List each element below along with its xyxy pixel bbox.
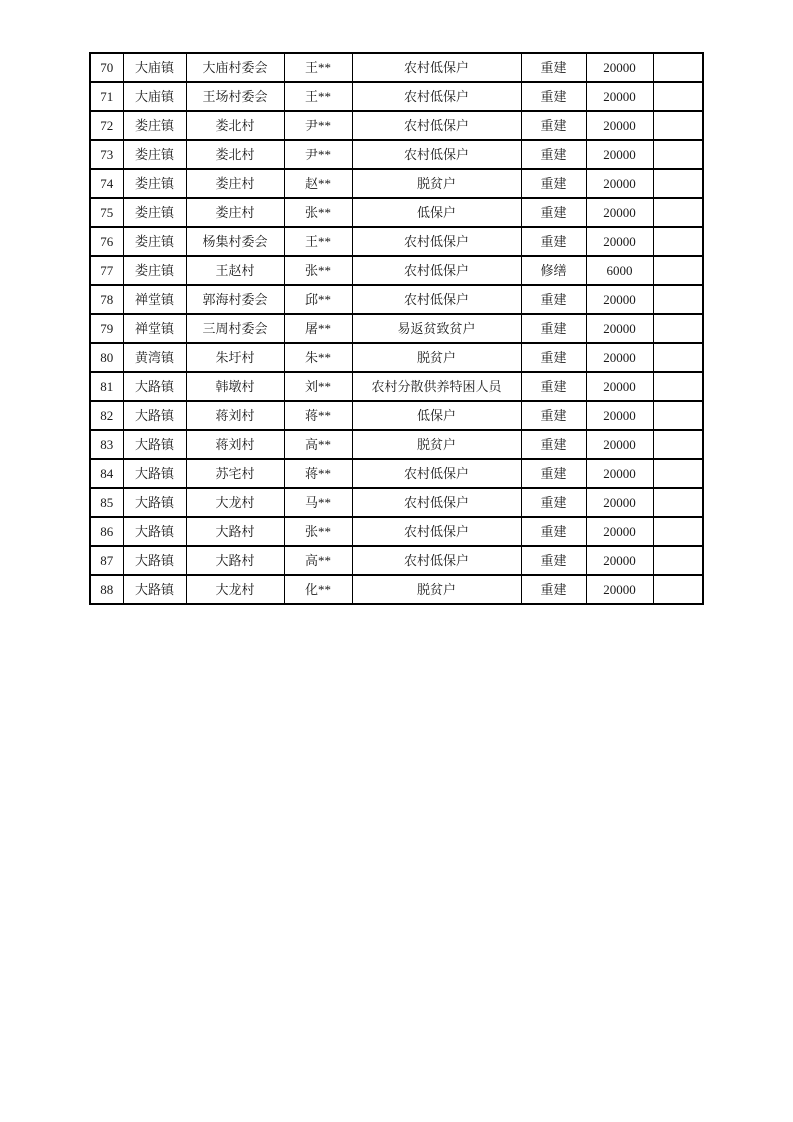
cell-note xyxy=(653,488,703,517)
table-row xyxy=(90,575,703,604)
cell-town: 黄湾镇 xyxy=(123,343,186,372)
cell-person-name: 张** xyxy=(284,517,352,546)
cell-note xyxy=(653,430,703,459)
cell-village: 娄庄村 xyxy=(186,198,284,227)
subsidy-table xyxy=(89,52,704,605)
cell-note xyxy=(653,198,703,227)
cell-note xyxy=(653,169,703,198)
cell-row-number: 78 xyxy=(90,285,123,314)
cell-category: 脱贫户 xyxy=(352,169,521,198)
cell-row-number: 73 xyxy=(90,140,123,169)
cell-method: 重建 xyxy=(521,53,586,82)
cell-note xyxy=(653,401,703,430)
cell-person-name: 张** xyxy=(284,198,352,227)
cell-method: 重建 xyxy=(521,488,586,517)
cell-town: 大路镇 xyxy=(123,372,186,401)
table-row xyxy=(90,111,703,140)
cell-amount: 20000 xyxy=(586,227,653,256)
cell-village: 大路村 xyxy=(186,546,284,575)
cell-person-name: 化** xyxy=(284,575,352,604)
cell-category: 农村低保户 xyxy=(352,53,521,82)
cell-method: 重建 xyxy=(521,575,586,604)
cell-village: 郭海村委会 xyxy=(186,285,284,314)
cell-town: 大路镇 xyxy=(123,430,186,459)
cell-amount: 20000 xyxy=(586,53,653,82)
cell-note xyxy=(653,256,703,285)
cell-category: 脱贫户 xyxy=(352,575,521,604)
cell-village: 蒋刘村 xyxy=(186,430,284,459)
cell-amount: 20000 xyxy=(586,140,653,169)
cell-category: 农村低保户 xyxy=(352,488,521,517)
cell-amount: 6000 xyxy=(586,256,653,285)
table-row xyxy=(90,198,703,227)
cell-person-name: 尹** xyxy=(284,111,352,140)
cell-method: 修缮 xyxy=(521,256,586,285)
cell-note xyxy=(653,111,703,140)
cell-category: 脱贫户 xyxy=(352,430,521,459)
cell-town: 大路镇 xyxy=(123,488,186,517)
cell-category: 农村低保户 xyxy=(352,140,521,169)
cell-method: 重建 xyxy=(521,227,586,256)
cell-method: 重建 xyxy=(521,372,586,401)
cell-village: 朱圩村 xyxy=(186,343,284,372)
table-row xyxy=(90,372,703,401)
cell-village: 娄庄村 xyxy=(186,169,284,198)
cell-town: 禅堂镇 xyxy=(123,285,186,314)
cell-method: 重建 xyxy=(521,82,586,111)
cell-row-number: 82 xyxy=(90,401,123,430)
cell-note xyxy=(653,575,703,604)
cell-category: 农村低保户 xyxy=(352,82,521,111)
cell-category: 低保户 xyxy=(352,401,521,430)
cell-village: 大庙村委会 xyxy=(186,53,284,82)
cell-row-number: 86 xyxy=(90,517,123,546)
cell-note xyxy=(653,82,703,111)
cell-method: 重建 xyxy=(521,459,586,488)
cell-village: 大路村 xyxy=(186,517,284,546)
cell-category: 农村低保户 xyxy=(352,546,521,575)
cell-note xyxy=(653,140,703,169)
cell-town: 大路镇 xyxy=(123,575,186,604)
cell-row-number: 74 xyxy=(90,169,123,198)
cell-row-number: 83 xyxy=(90,430,123,459)
cell-note xyxy=(653,372,703,401)
cell-category: 农村低保户 xyxy=(352,256,521,285)
cell-person-name: 蒋** xyxy=(284,401,352,430)
cell-row-number: 72 xyxy=(90,111,123,140)
cell-amount: 20000 xyxy=(586,517,653,546)
cell-note xyxy=(653,227,703,256)
cell-person-name: 高** xyxy=(284,430,352,459)
cell-village: 蒋刘村 xyxy=(186,401,284,430)
table-row xyxy=(90,488,703,517)
cell-amount: 20000 xyxy=(586,372,653,401)
table-row xyxy=(90,546,703,575)
cell-row-number: 71 xyxy=(90,82,123,111)
table-row xyxy=(90,517,703,546)
cell-row-number: 84 xyxy=(90,459,123,488)
cell-town: 娄庄镇 xyxy=(123,256,186,285)
cell-amount: 20000 xyxy=(586,285,653,314)
cell-row-number: 80 xyxy=(90,343,123,372)
cell-note xyxy=(653,314,703,343)
table-row xyxy=(90,343,703,372)
cell-method: 重建 xyxy=(521,314,586,343)
cell-method: 重建 xyxy=(521,140,586,169)
cell-village: 娄北村 xyxy=(186,140,284,169)
table-row xyxy=(90,459,703,488)
cell-town: 娄庄镇 xyxy=(123,227,186,256)
cell-amount: 20000 xyxy=(586,169,653,198)
table-row xyxy=(90,314,703,343)
cell-category: 农村低保户 xyxy=(352,111,521,140)
cell-town: 大路镇 xyxy=(123,517,186,546)
cell-category: 农村低保户 xyxy=(352,517,521,546)
cell-method: 重建 xyxy=(521,517,586,546)
table-row xyxy=(90,227,703,256)
cell-person-name: 张** xyxy=(284,256,352,285)
cell-method: 重建 xyxy=(521,169,586,198)
cell-method: 重建 xyxy=(521,111,586,140)
cell-method: 重建 xyxy=(521,198,586,227)
table-row xyxy=(90,169,703,198)
cell-person-name: 蒋** xyxy=(284,459,352,488)
cell-person-name: 邱** xyxy=(284,285,352,314)
cell-row-number: 77 xyxy=(90,256,123,285)
cell-note xyxy=(653,517,703,546)
cell-town: 禅堂镇 xyxy=(123,314,186,343)
cell-row-number: 76 xyxy=(90,227,123,256)
cell-note xyxy=(653,53,703,82)
cell-village: 王赵村 xyxy=(186,256,284,285)
cell-method: 重建 xyxy=(521,546,586,575)
cell-note xyxy=(653,285,703,314)
cell-person-name: 王** xyxy=(284,227,352,256)
cell-town: 娄庄镇 xyxy=(123,198,186,227)
cell-row-number: 85 xyxy=(90,488,123,517)
cell-amount: 20000 xyxy=(586,343,653,372)
cell-category: 农村低保户 xyxy=(352,459,521,488)
cell-town: 大路镇 xyxy=(123,459,186,488)
cell-person-name: 王** xyxy=(284,53,352,82)
cell-person-name: 屠** xyxy=(284,314,352,343)
cell-person-name: 赵** xyxy=(284,169,352,198)
cell-category: 脱贫户 xyxy=(352,343,521,372)
table-row xyxy=(90,430,703,459)
cell-town: 娄庄镇 xyxy=(123,111,186,140)
cell-person-name: 尹** xyxy=(284,140,352,169)
cell-village: 大龙村 xyxy=(186,575,284,604)
cell-town: 大路镇 xyxy=(123,401,186,430)
cell-row-number: 70 xyxy=(90,53,123,82)
cell-row-number: 75 xyxy=(90,198,123,227)
cell-town: 大庙镇 xyxy=(123,53,186,82)
cell-village: 苏宅村 xyxy=(186,459,284,488)
cell-row-number: 88 xyxy=(90,575,123,604)
cell-method: 重建 xyxy=(521,430,586,459)
cell-amount: 20000 xyxy=(586,488,653,517)
cell-amount: 20000 xyxy=(586,401,653,430)
cell-person-name: 马** xyxy=(284,488,352,517)
table-row xyxy=(90,53,703,82)
cell-method: 重建 xyxy=(521,285,586,314)
cell-person-name: 刘** xyxy=(284,372,352,401)
cell-town: 娄庄镇 xyxy=(123,169,186,198)
cell-amount: 20000 xyxy=(586,314,653,343)
table-row xyxy=(90,401,703,430)
table-row xyxy=(90,285,703,314)
cell-person-name: 王** xyxy=(284,82,352,111)
cell-village: 三周村委会 xyxy=(186,314,284,343)
cell-category: 农村分散供养特困人员 xyxy=(352,372,521,401)
cell-person-name: 朱** xyxy=(284,343,352,372)
cell-town: 大庙镇 xyxy=(123,82,186,111)
cell-method: 重建 xyxy=(521,343,586,372)
cell-category: 低保户 xyxy=(352,198,521,227)
table-row xyxy=(90,256,703,285)
cell-village: 王场村委会 xyxy=(186,82,284,111)
cell-amount: 20000 xyxy=(586,575,653,604)
cell-category: 农村低保户 xyxy=(352,227,521,256)
cell-amount: 20000 xyxy=(586,82,653,111)
table-row xyxy=(90,140,703,169)
cell-note xyxy=(653,343,703,372)
cell-amount: 20000 xyxy=(586,459,653,488)
cell-village: 杨集村委会 xyxy=(186,227,284,256)
cell-method: 重建 xyxy=(521,401,586,430)
cell-row-number: 81 xyxy=(90,372,123,401)
cell-person-name: 高** xyxy=(284,546,352,575)
cell-note xyxy=(653,459,703,488)
cell-town: 大路镇 xyxy=(123,546,186,575)
cell-village: 韩墩村 xyxy=(186,372,284,401)
cell-amount: 20000 xyxy=(586,198,653,227)
cell-town: 娄庄镇 xyxy=(123,140,186,169)
cell-note xyxy=(653,546,703,575)
cell-category: 易返贫致贫户 xyxy=(352,314,521,343)
table-row xyxy=(90,82,703,111)
cell-amount: 20000 xyxy=(586,111,653,140)
cell-village: 娄北村 xyxy=(186,111,284,140)
table-body xyxy=(90,53,703,604)
cell-village: 大龙村 xyxy=(186,488,284,517)
cell-amount: 20000 xyxy=(586,430,653,459)
cell-amount: 20000 xyxy=(586,546,653,575)
cell-category: 农村低保户 xyxy=(352,285,521,314)
cell-row-number: 87 xyxy=(90,546,123,575)
cell-row-number: 79 xyxy=(90,314,123,343)
